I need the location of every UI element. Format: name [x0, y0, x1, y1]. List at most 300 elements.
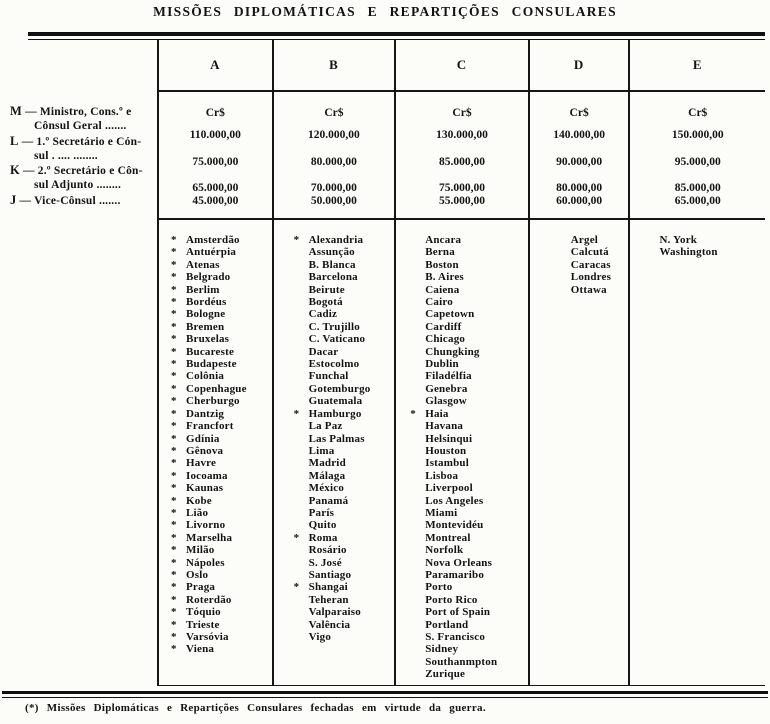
- city-name: Marselha: [186, 531, 233, 544]
- city-row: [169, 358, 272, 370]
- city-row: [169, 643, 272, 655]
- city-row: [292, 271, 395, 283]
- rank-label: [10, 104, 156, 119]
- city-name: Genebra: [425, 382, 468, 395]
- title-double-rule: [28, 32, 765, 40]
- city-name: Helsinqui: [425, 432, 473, 445]
- war-closed-asterisk: [292, 333, 309, 345]
- city-row: [292, 619, 395, 631]
- war-closed-asterisk: [642, 246, 659, 258]
- city-name: Viena: [186, 643, 215, 656]
- city-name: Gdínia: [186, 432, 220, 445]
- city-row: [169, 457, 272, 469]
- rank-label: [10, 163, 156, 178]
- city-list: [530, 220, 629, 296]
- war-closed-asterisk: [292, 557, 309, 569]
- salary-value: 110.000,00: [189, 129, 241, 141]
- rank-text: — 2.º Secretário e Côn-: [19, 165, 143, 178]
- war-closed-asterisk: *: [171, 420, 177, 433]
- column-b: [272, 40, 395, 685]
- war-closed-asterisk: *: [171, 370, 177, 383]
- column-a: [159, 40, 272, 685]
- war-closed-asterisk: *: [171, 593, 177, 606]
- war-closed-asterisk: [292, 433, 309, 445]
- currency-label: Cr$: [688, 107, 708, 119]
- city-row: [292, 557, 395, 569]
- city-list: [630, 220, 765, 259]
- war-closed-asterisk: [292, 308, 309, 320]
- rank-label-continuation: sul Adjunto ........: [34, 179, 122, 192]
- war-closure-footnote: (*) Missões Diplomáticas e Repartições Consulares fechadas em virtude da guerra.: [25, 702, 486, 714]
- currency-label: Cr$: [569, 107, 589, 119]
- column-e: [628, 40, 765, 685]
- city-name: Kobe: [186, 494, 212, 507]
- war-closed-asterisk: [408, 668, 425, 680]
- rank-label-continuation: sul . .... ........: [34, 149, 98, 162]
- city-row: [408, 346, 528, 358]
- war-closed-asterisk: *: [171, 358, 177, 371]
- city-name: Kaunas: [186, 482, 224, 495]
- war-closed-asterisk: [408, 296, 425, 308]
- city-row: [169, 606, 272, 618]
- city-name: Cardiff: [425, 320, 462, 333]
- war-closed-asterisk: *: [171, 308, 177, 321]
- city-name: Belgrado: [186, 271, 231, 284]
- city-name: Amsterdão: [186, 234, 240, 246]
- city-row: [554, 234, 629, 246]
- war-closed-asterisk: *: [171, 271, 177, 284]
- city-row: [292, 631, 395, 643]
- city-name: Assunção: [308, 246, 355, 259]
- city-name: Copenhague: [186, 382, 247, 395]
- column-d: [528, 40, 629, 685]
- salary-value: 70.000,00: [310, 182, 357, 194]
- city-row: [169, 308, 272, 320]
- city-row: [292, 581, 395, 593]
- city-name: Dantzig: [186, 407, 225, 420]
- rank-text: — Ministro, Cons.º e: [22, 106, 132, 118]
- city-row: [292, 569, 395, 581]
- city-row: [408, 470, 528, 482]
- war-closed-asterisk: *: [171, 258, 177, 271]
- city-name: Funchal: [308, 370, 349, 383]
- war-closed-asterisk: [408, 482, 425, 494]
- city-row: [169, 346, 272, 358]
- salary-value: 130.000,00: [436, 129, 488, 141]
- column-header-e: E: [630, 40, 765, 92]
- city-row: [292, 284, 395, 296]
- rank-letter: M: [10, 104, 22, 118]
- city-name: Washington: [659, 246, 718, 259]
- city-row: [408, 259, 528, 271]
- war-closed-asterisk: [292, 544, 309, 556]
- city-name: Iocoama: [186, 469, 228, 482]
- city-row: [169, 383, 272, 395]
- city-row: [292, 383, 395, 395]
- city-name: Barcelona: [308, 271, 358, 284]
- city-name: Dacar: [308, 345, 339, 358]
- salary-block: [630, 92, 765, 220]
- city-name: Port of Spain: [425, 606, 491, 619]
- war-closed-asterisk: [408, 321, 425, 333]
- salary-value: 55.000,00: [439, 195, 485, 207]
- war-closed-asterisk: [408, 308, 425, 320]
- page-title: MISSÕES DIPLOMÁTICAS E REPARTIÇÕES CONSULARES: [153, 4, 617, 19]
- city-row: [408, 408, 528, 420]
- city-name: Alexandria: [308, 234, 364, 246]
- war-closed-asterisk: [292, 420, 309, 432]
- war-closed-asterisk: [408, 271, 425, 283]
- city-row: [554, 259, 629, 271]
- war-closed-asterisk: [292, 358, 309, 370]
- war-closed-asterisk: *: [171, 556, 177, 569]
- war-closed-asterisk: [292, 296, 309, 308]
- war-closed-asterisk: [408, 606, 425, 618]
- war-closed-asterisk: *: [171, 618, 177, 631]
- city-name: Tóquio: [186, 606, 221, 619]
- salary-value: 140.000,00: [553, 129, 605, 141]
- city-name: Sidney: [425, 643, 459, 656]
- rank-legend: [10, 104, 156, 208]
- city-name: Rosário: [308, 544, 347, 557]
- city-row: [292, 296, 395, 308]
- city-name: Valparaiso: [308, 606, 361, 619]
- city-name: Budapeste: [186, 358, 237, 371]
- city-row: [408, 271, 528, 283]
- salary-block: [396, 92, 528, 220]
- currency-label: Cr$: [452, 107, 472, 119]
- salary-value: 75.000,00: [192, 156, 239, 168]
- salary-value: 80.000,00: [310, 156, 357, 168]
- city-row: [292, 433, 395, 445]
- city-row: [169, 234, 272, 246]
- city-name: Gotemburgo: [308, 382, 371, 395]
- salary-value: 60.000,00: [556, 195, 603, 207]
- war-closed-asterisk: *: [171, 246, 177, 259]
- city-name: La Paz: [308, 420, 343, 433]
- city-row: [292, 246, 395, 258]
- war-closed-asterisk: [408, 557, 425, 569]
- city-row: [408, 606, 528, 618]
- city-name: Chungking: [425, 345, 480, 358]
- city-name: C. Trujillo: [308, 320, 360, 333]
- war-closed-asterisk: [554, 234, 571, 246]
- rank-label: [10, 134, 156, 149]
- city-name: Hamburgo: [308, 407, 362, 420]
- city-row: [408, 557, 528, 569]
- war-closed-asterisk: [554, 271, 571, 283]
- war-closed-asterisk: *: [171, 407, 177, 420]
- city-name: Madrid: [308, 457, 346, 470]
- city-row: [292, 445, 395, 457]
- city-row: [292, 420, 395, 432]
- city-row: [169, 395, 272, 407]
- war-closed-asterisk: *: [171, 345, 177, 358]
- war-closed-asterisk: *: [171, 606, 177, 619]
- city-row: [169, 370, 272, 382]
- city-row: [169, 445, 272, 457]
- city-name: Francfort: [186, 420, 234, 433]
- city-row: [554, 246, 629, 258]
- city-row: [292, 333, 395, 345]
- city-name: Quito: [308, 519, 337, 532]
- city-row: [169, 495, 272, 507]
- war-closed-asterisk: [292, 383, 309, 395]
- war-closed-asterisk: [292, 519, 309, 531]
- city-row: [292, 594, 395, 606]
- city-row: [408, 569, 528, 581]
- city-name: Bologne: [186, 308, 226, 321]
- city-name: C. Vaticano: [308, 333, 366, 346]
- city-name: México: [308, 482, 345, 495]
- city-name: Teheran: [308, 593, 349, 606]
- city-name: Filadélfia: [425, 370, 472, 383]
- war-closed-asterisk: *: [171, 506, 177, 519]
- city-row: [169, 544, 272, 556]
- war-closed-asterisk: *: [293, 531, 300, 544]
- war-closed-asterisk: [408, 656, 425, 668]
- city-row: [292, 482, 395, 494]
- city-name: Houston: [425, 444, 467, 457]
- war-closed-asterisk: *: [171, 494, 177, 507]
- currency-label: Cr$: [205, 107, 225, 119]
- city-name: Boston: [425, 258, 459, 271]
- war-closed-asterisk: [408, 532, 425, 544]
- city-row: [408, 296, 528, 308]
- war-closed-asterisk: [292, 284, 309, 296]
- war-closed-asterisk: *: [171, 444, 177, 457]
- rank-text: — Vice-Cônsul .......: [16, 194, 121, 207]
- war-closed-asterisk: [408, 544, 425, 556]
- city-name: S. Francisco: [425, 631, 486, 643]
- city-row: [408, 544, 528, 556]
- war-closed-asterisk: *: [171, 296, 177, 309]
- column-c: [394, 40, 528, 685]
- rank-letter: J: [10, 192, 17, 207]
- war-closed-asterisk: [292, 395, 309, 407]
- city-name: Bremen: [186, 320, 225, 333]
- city-list: [274, 220, 395, 643]
- war-closed-asterisk: *: [171, 531, 177, 544]
- city-row: [292, 606, 395, 618]
- city-row: [169, 420, 272, 432]
- war-closed-asterisk: [408, 519, 425, 531]
- city-name: Vigo: [308, 631, 332, 643]
- war-closed-asterisk: [292, 482, 309, 494]
- rates-table: [157, 40, 765, 686]
- city-row: [292, 395, 395, 407]
- city-name: Lião: [186, 506, 209, 519]
- city-row: [408, 308, 528, 320]
- city-row: [169, 581, 272, 593]
- city-name: Calcutá: [570, 246, 609, 259]
- war-closed-asterisk: *: [171, 333, 177, 346]
- city-name: Haia: [425, 407, 449, 420]
- war-closed-asterisk: *: [171, 283, 177, 296]
- city-row: [408, 284, 528, 296]
- city-row: [169, 569, 272, 581]
- salary-value: 90.000,00: [556, 156, 603, 168]
- city-list: [159, 220, 272, 656]
- city-row: [292, 470, 395, 482]
- city-name: Bucareste: [186, 345, 235, 358]
- rank-item: [10, 134, 156, 164]
- column-header-b: B: [274, 40, 395, 92]
- city-name: Bogotá: [308, 296, 343, 309]
- war-closed-asterisk: *: [171, 631, 177, 643]
- city-row: [169, 246, 272, 258]
- city-row: [292, 495, 395, 507]
- war-closed-asterisk: [408, 259, 425, 271]
- salary-value: 150.000,00: [671, 129, 724, 141]
- city-row: [408, 333, 528, 345]
- salary-value: 80.000,00: [556, 182, 603, 194]
- salary-value: 95.000,00: [674, 156, 721, 168]
- city-name: Varsóvia: [186, 631, 229, 643]
- city-name: Praga: [186, 581, 216, 594]
- city-row: [408, 482, 528, 494]
- city-row: [408, 383, 528, 395]
- city-name: Zurique: [425, 668, 466, 681]
- city-name: Cadiz: [308, 308, 338, 321]
- war-closed-asterisk: [292, 370, 309, 382]
- war-closed-asterisk: [292, 321, 309, 333]
- city-name: Lisboa: [425, 469, 459, 482]
- war-closed-asterisk: [292, 495, 309, 507]
- war-closed-asterisk: [408, 470, 425, 482]
- war-closed-asterisk: [408, 395, 425, 407]
- war-closed-asterisk: *: [171, 382, 177, 395]
- war-closed-asterisk: *: [171, 544, 177, 557]
- war-closed-asterisk: [292, 457, 309, 469]
- war-closed-asterisk: [408, 383, 425, 395]
- city-row: [408, 457, 528, 469]
- war-closed-asterisk: [408, 495, 425, 507]
- rank-text: — 1.º Secretário e Cón-: [18, 135, 142, 148]
- city-row: [292, 507, 395, 519]
- city-row: [169, 433, 272, 445]
- city-name: Atenas: [186, 258, 220, 271]
- city-row: [169, 532, 272, 544]
- war-closed-asterisk: *: [171, 568, 177, 581]
- war-closed-asterisk: [292, 259, 309, 271]
- salary-value: 45.000,00: [192, 195, 239, 207]
- city-name: Antuérpia: [186, 246, 237, 259]
- war-closed-asterisk: *: [171, 432, 177, 445]
- city-row: [292, 532, 395, 544]
- war-closed-asterisk: [408, 507, 425, 519]
- city-row: [292, 544, 395, 556]
- city-name: B. Aires: [425, 271, 464, 284]
- city-row: [408, 594, 528, 606]
- rank-letter: K: [10, 163, 20, 178]
- salary-value: 75.000,00: [439, 182, 485, 194]
- city-list: [396, 220, 528, 681]
- city-row: [408, 631, 528, 643]
- war-closed-asterisk: [292, 445, 309, 457]
- city-row: [408, 643, 528, 655]
- rank-item: [10, 163, 156, 193]
- war-closed-asterisk: [408, 420, 425, 432]
- war-closed-asterisk: [408, 433, 425, 445]
- city-name: Milão: [186, 544, 215, 557]
- city-name: Colônia: [186, 370, 225, 383]
- rank-label: [10, 193, 156, 208]
- table-bottom-double-rule: [2, 691, 768, 698]
- city-row: [408, 519, 528, 531]
- city-name: Estocolmo: [308, 358, 360, 371]
- city-row: [408, 656, 528, 668]
- city-name: Southanmpton: [425, 655, 498, 668]
- war-closed-asterisk: [292, 619, 309, 631]
- city-row: [408, 532, 528, 544]
- war-closed-asterisk: [292, 470, 309, 482]
- city-name: Argel: [570, 234, 599, 246]
- city-name: Oslo: [186, 568, 209, 581]
- city-row: [408, 507, 528, 519]
- city-row: [408, 358, 528, 370]
- salary-value: 65.000,00: [674, 195, 721, 207]
- city-name: Valência: [308, 618, 351, 631]
- city-name: Havre: [186, 457, 217, 470]
- city-row: [408, 395, 528, 407]
- city-row: [169, 296, 272, 308]
- war-closed-asterisk: *: [171, 320, 177, 333]
- city-row: [408, 445, 528, 457]
- city-name: Nápoles: [186, 556, 225, 569]
- city-name: Chicago: [425, 333, 466, 346]
- war-closed-asterisk: [408, 457, 425, 469]
- city-row: [169, 333, 272, 345]
- war-closed-asterisk: [408, 569, 425, 581]
- city-name: Trieste: [186, 618, 220, 631]
- war-closed-asterisk: [292, 594, 309, 606]
- war-closed-asterisk: *: [171, 234, 177, 246]
- city-name: S. José: [308, 556, 342, 569]
- city-name: Caracas: [570, 258, 611, 271]
- city-row: [292, 308, 395, 320]
- city-name: Ancara: [425, 234, 462, 246]
- war-closed-asterisk: *: [171, 457, 177, 470]
- rank-item: [10, 193, 156, 208]
- city-name: Cherburgo: [186, 395, 240, 408]
- war-closed-asterisk: *: [171, 469, 177, 482]
- war-closed-asterisk: [408, 284, 425, 296]
- city-name: Miami: [425, 506, 458, 519]
- city-name: Londres: [570, 271, 612, 284]
- city-row: [408, 246, 528, 258]
- city-name: Porto: [425, 581, 453, 594]
- war-closed-asterisk: *: [171, 581, 177, 594]
- war-closed-asterisk: [408, 246, 425, 258]
- city-row: [169, 321, 272, 333]
- city-row: [408, 495, 528, 507]
- city-row: [169, 470, 272, 482]
- city-row: [292, 370, 395, 382]
- city-row: [408, 619, 528, 631]
- city-row: [169, 271, 272, 283]
- rank-item: [10, 104, 156, 134]
- war-closed-asterisk: [408, 631, 425, 643]
- city-row: [408, 234, 528, 246]
- war-closed-asterisk: *: [171, 395, 177, 408]
- city-row: [169, 284, 272, 296]
- column-header-d: D: [530, 40, 629, 92]
- war-closed-asterisk: [408, 333, 425, 345]
- city-name: Shangai: [308, 581, 348, 594]
- city-name: Livorno: [186, 519, 226, 532]
- city-row: [169, 619, 272, 631]
